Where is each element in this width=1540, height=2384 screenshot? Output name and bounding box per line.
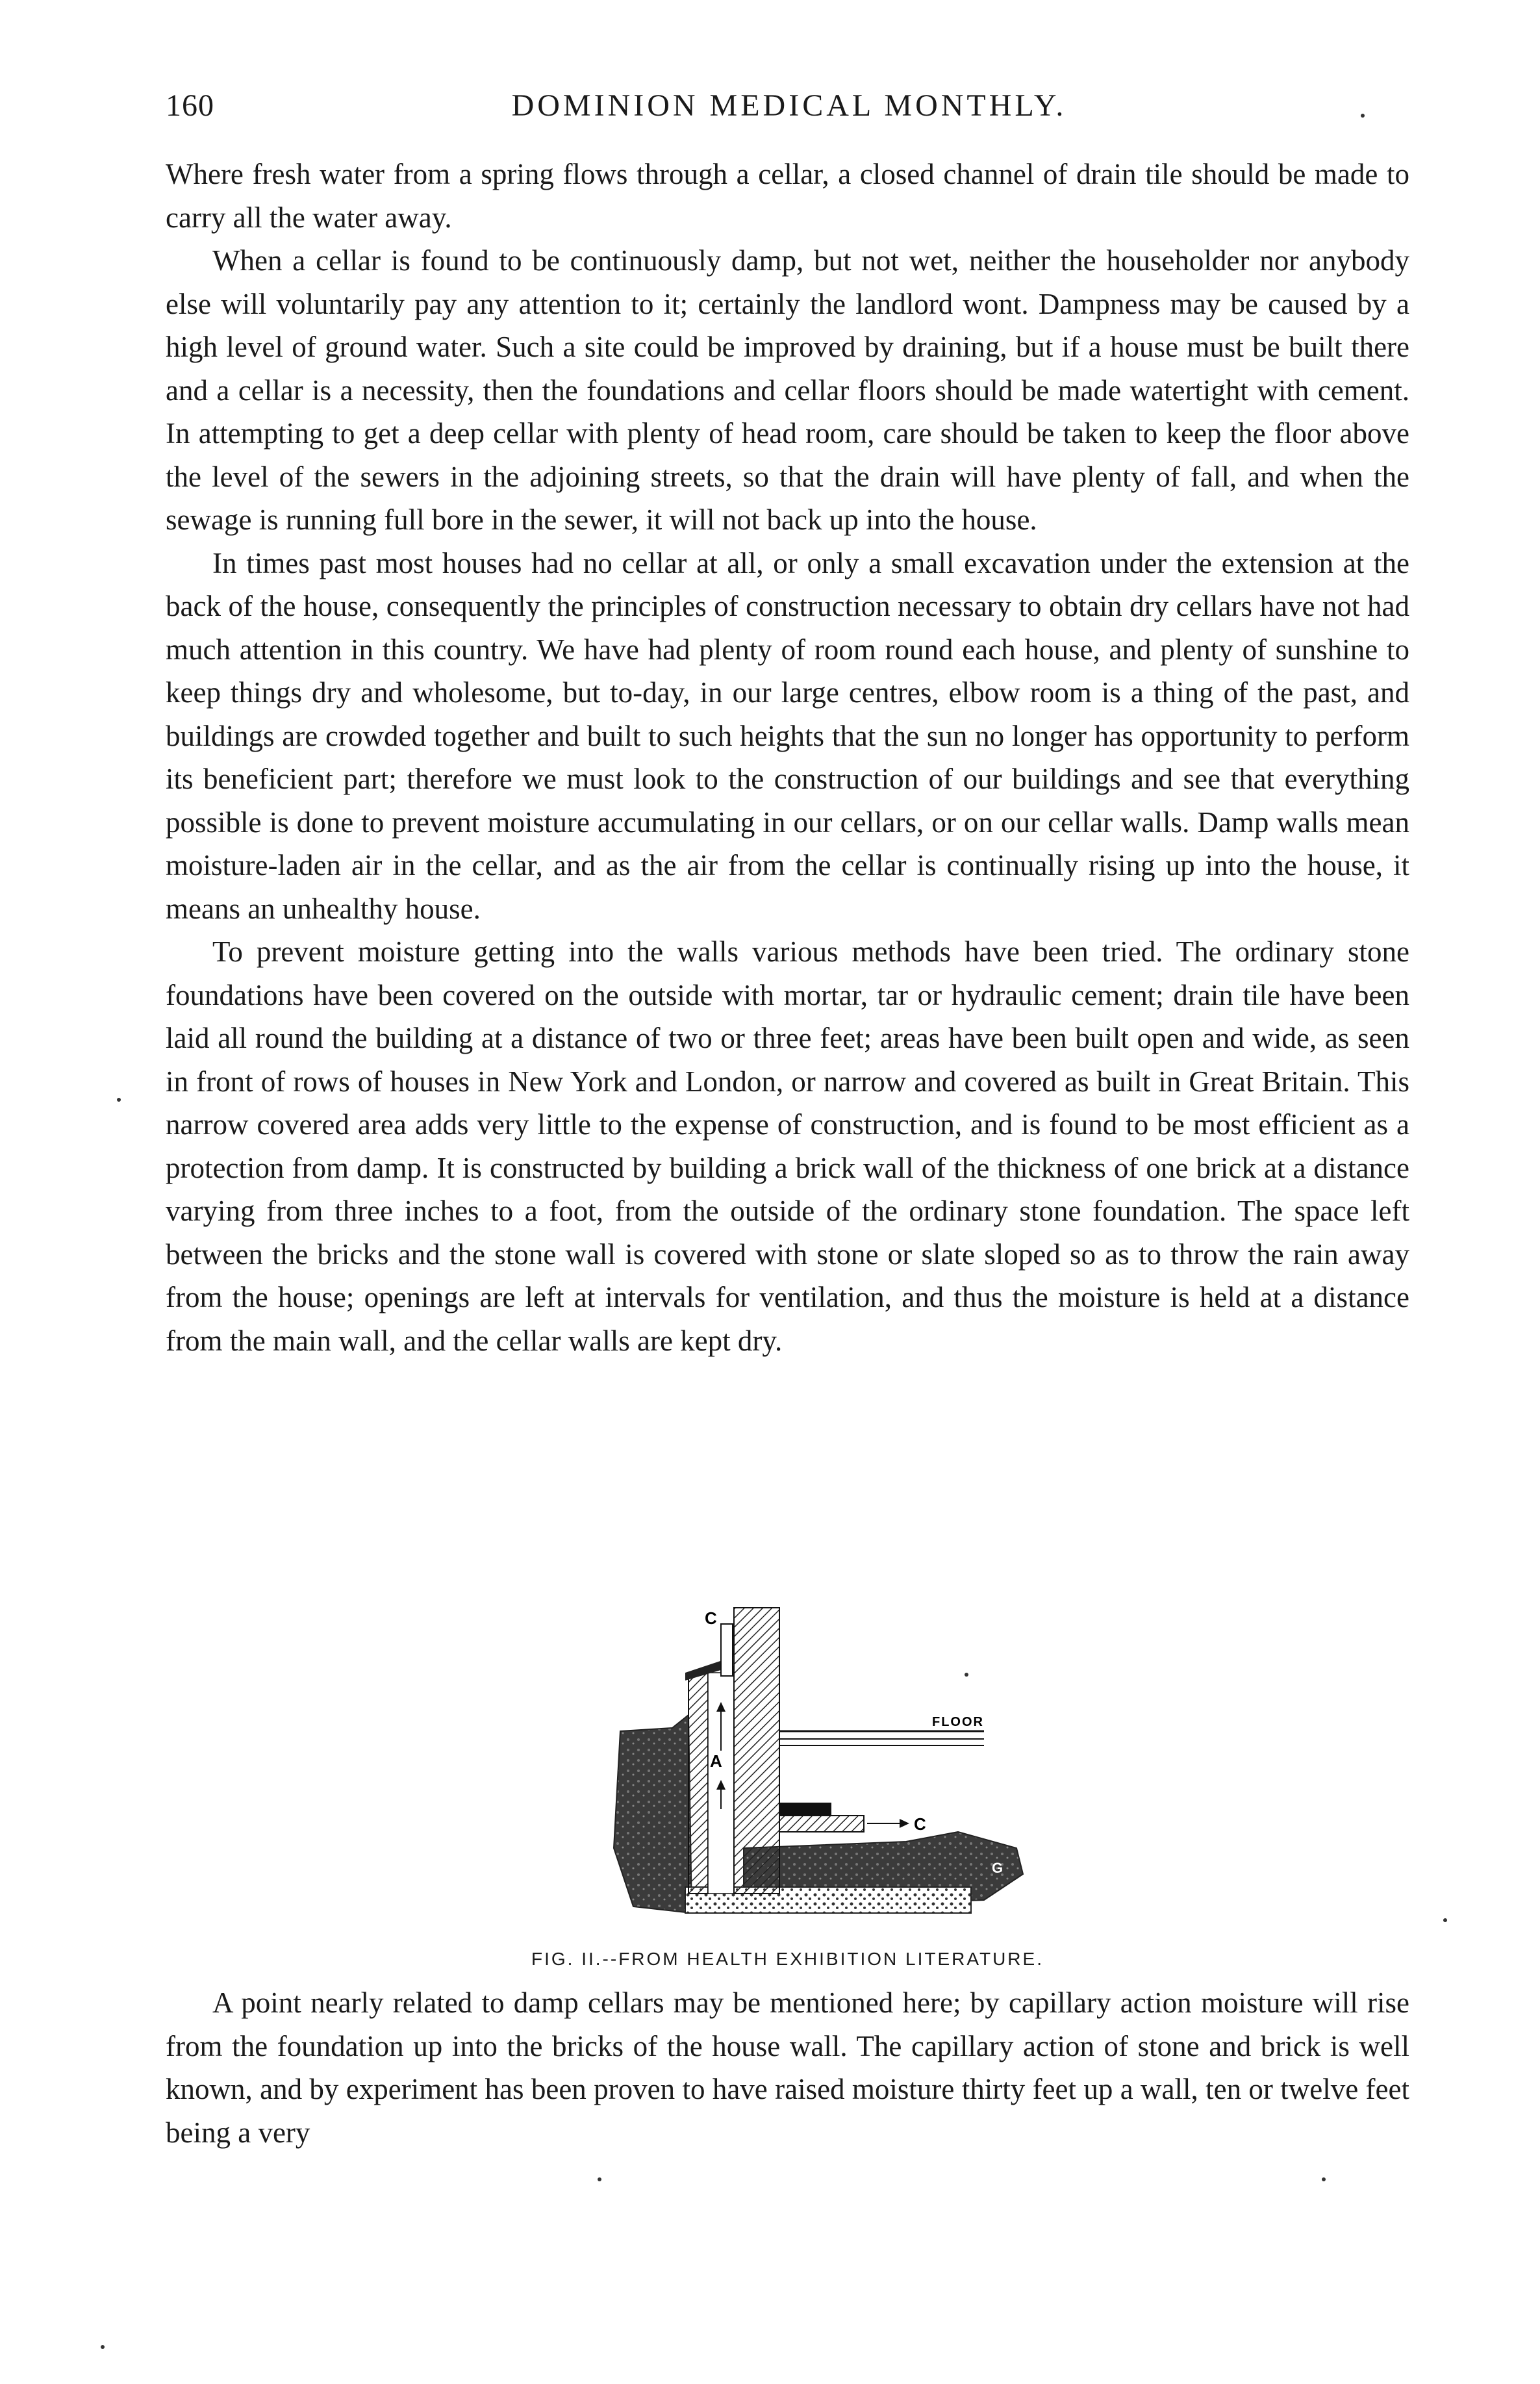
figure-area-wall-diagram [594, 1601, 1153, 1926]
paragraph-damp-cellar: When a cellar is found to be continuously damp, but not wet, neither the householder nor anybody else will voluntarily pay any attention to it; certainly the landlord wont. Dampness may be caused by a high level of ground water. Such a site could be improved by draining, but if a house must be built there and a cellar is a necessity, then the foundations and cellar floors should be made watertight with cement. In attempting to get a deep cellar with plenty of head room, care should be taken to keep the floor above the level of the sewers in the adjoining streets, so that the drain will have plenty of fall, and when the sewage is running full bore in the sewer, it will not back up into the house. [166, 244, 1409, 536]
vent-pipe [721, 1624, 733, 1676]
article-body-continued [166, 1981, 1409, 2154]
label-a: A [710, 1751, 722, 1771]
article-body [166, 153, 1409, 1362]
paragraph-times-past: In times past most houses had no cellar at all, or only a small excavation under the extension at the back of the house, consequently the principles of construction necessary to obtain dry cellars have not had much attention in this country. We have had plenty of room round each house, and plenty of sunshine to keep things dry and wholesome, but to-day, in our large centres, elbow room is a thing of the past, and buildings are crowded together and built to such heights that the sun no longer has opportunity to perform its beneficient part; therefore we must look to the construction of our buildings and see that everything possible is done to prevent moisture accumulating in our cellars, or on our cellar walls. Damp walls mean moisture-laden air in the cellar, and as the air from the cellar is continually rising up into the house, it means an unhealthy house. [166, 546, 1409, 925]
figure-caption: FIG. II.--FROM HEALTH EXHIBITION LITERATURE. [531, 1949, 1044, 1969]
label-floor: FLOOR [932, 1715, 984, 1729]
label-g: G [992, 1860, 1004, 1876]
speck-mark [598, 2177, 601, 2181]
speck-mark [965, 1673, 968, 1677]
speck-mark [101, 2345, 105, 2349]
page-header [166, 88, 1413, 140]
speck-mark [1361, 114, 1365, 118]
paragraph-spring-water: Where fresh water from a spring flows through a cellar, a closed channel of drain tile should be made to carry all the water away. [166, 158, 1409, 234]
arrow-c-head [900, 1819, 909, 1828]
label-c-top: C [705, 1608, 717, 1628]
speck-mark [117, 1098, 121, 1102]
speck-mark [1443, 1918, 1447, 1922]
ground-earth-left [614, 1715, 692, 1913]
paragraph-prevent-moisture: To prevent moisture getting into the walls various methods have been tried. The ordinary stone foundations have been covered on the outside with mortar, tar or hydraulic cement; drain tile have been laid all round the building at a distance of two or three feet; areas have been built open and wide, as seen in front of rows of houses in New York and London, or narrow and covered as built in Great Britain. This narrow covered area adds very little to the expense of construction, and is found to be most efficient as a protection from damp. It is constructed by building a brick wall of the thickness of one brick at a distance varying from three inches to a foot, from the outside of the ordinary stone foundation. The space left between the bricks and the stone wall is covered with stone or slate sloped so as to throw the rain away from the house; openings are left at intervals for ventilation, and thus the moisture is held at a distance from the main wall, and the cellar walls are kept dry. [166, 935, 1409, 1357]
page-number: 160 [166, 88, 214, 123]
speck-mark [1322, 2177, 1326, 2181]
damp-course [779, 1803, 831, 1816]
main-wall [734, 1608, 779, 1894]
cellar-floor-slab [779, 1816, 864, 1832]
label-c-arrow: C [914, 1814, 926, 1834]
outer-brick-wall [688, 1673, 708, 1894]
paragraph-capillary-action: A point nearly related to damp cellars may be mentioned here; by capillary action moisture will rise from the foundation up into the bricks of the house wall. The capillary action of stone and brick is well known, and by experiment has been proven to have raised moisture thirty feet up a wall, ten or twelve feet being a very [166, 1986, 1409, 2149]
area-wall-illustration [594, 1601, 1153, 1926]
running-head: DOMINION MEDICAL MONTHLY. [511, 88, 1067, 123]
